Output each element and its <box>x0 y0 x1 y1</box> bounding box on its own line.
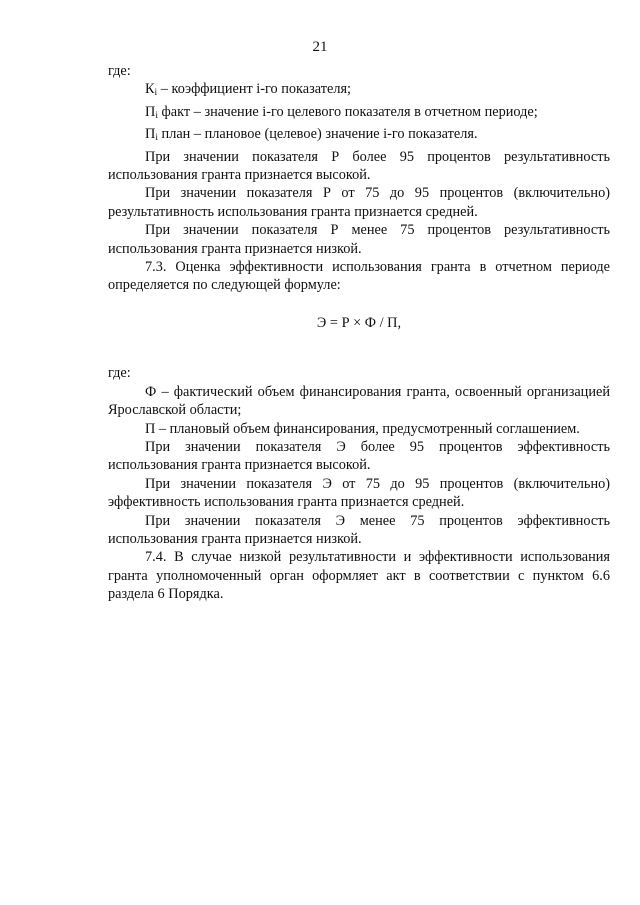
paragraph-efficiency-medium: При значении показателя Э от 75 до 95 процентов (включительно) эффективность использования гранта признается средней. <box>108 475 610 511</box>
definition-pi-plan: $П_i$ план – плановое (целевое) значение i-го показателя. <box>145 126 478 144</box>
definition-ki: $К_i$ – коэффициент i-го показателя; <box>145 81 352 99</box>
where-label: где: <box>108 63 131 79</box>
page-number: 21 <box>312 39 328 55</box>
definition-p: П – плановый объем финансирования, предусмотренный соглашением. <box>145 420 580 437</box>
spacer <box>108 332 610 364</box>
formula: Э = Р × Ф / П, <box>316 314 402 331</box>
definition-pi-fact: $П_i$ факт – значение i-го целевого показателя в отчетном периоде; <box>145 103 538 121</box>
paragraph-result-low: При значении показателя Р менее 75 процентов результативность использования гранта признается низкой. <box>108 222 610 257</box>
paragraph-result-medium: При значении показателя Р от 75 до 95 процентов (включительно) результативность использования гранта признается средней. <box>108 185 610 220</box>
paragraph-efficiency-low: При значении показателя Э менее 75 процентов эффективность использования гранта признается низкой. <box>108 512 610 547</box>
paragraph-7-4: 7.4. В случае низкой результативности и эффективности использования гранта уполномоченный орган оформляет акт в соответствии с пунктом 6.6 раздела 6 Порядка. <box>108 549 610 603</box>
page-body <box>108 62 610 604</box>
where-label: где: <box>108 365 131 382</box>
paragraph-result-high: При значении показателя Р более 95 процентов результативность использования гранта признается высокой. <box>108 148 610 184</box>
paragraph-7-3: 7.3. Оценка эффективности использования гранта в отчетном периоде определяется по следующей формуле: <box>108 259 610 294</box>
spacer <box>108 295 610 314</box>
paragraph-efficiency-high: При значении показателя Э более 95 процентов эффективность использования гранта признается высокой. <box>108 438 610 474</box>
definition-f: Ф – фактический объем финансирования гранта, освоенный организацией Ярославской области; <box>108 383 610 419</box>
